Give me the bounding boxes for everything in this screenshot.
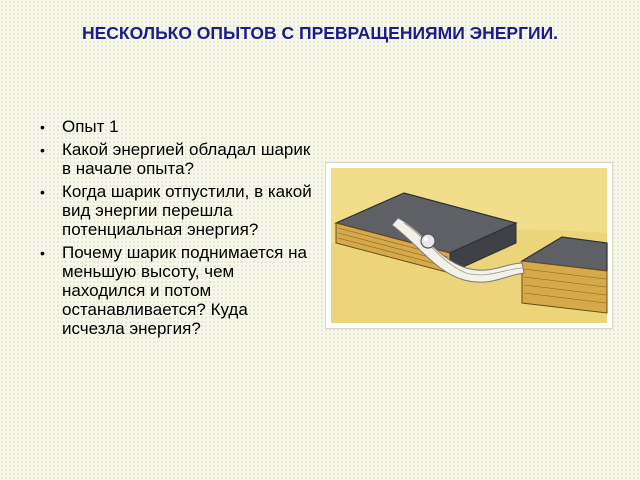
bullet-item — [40, 243, 312, 338]
bullet-text: Какой энергией обладал шарик в начале опыта? — [62, 140, 311, 178]
bullet-text: Почему шарик поднимается на меньшую высоту, чем находился и потом останавливается? Куда исчезла энергия? — [62, 243, 307, 338]
experiment-illustration — [325, 162, 613, 329]
bullet-marker: • — [40, 184, 45, 200]
ball-highlight — [424, 237, 428, 241]
slide-title: НЕСКОЛЬКО ОПЫТОВ С ПРЕВРАЩЕНИЯМИ ЭНЕРГИИ. — [81, 23, 559, 43]
bullet-item — [40, 182, 312, 239]
ball — [421, 234, 435, 248]
bullet-text: Опыт 1 — [62, 117, 119, 136]
bullet-marker: • — [40, 245, 45, 261]
bullet-item — [40, 140, 312, 178]
bullet-item — [40, 117, 312, 136]
bullet-text: Когда шарик отпустили, в какой вид энергии перешла потенциальная энергия? — [62, 182, 312, 239]
bullet-marker: • — [40, 119, 45, 135]
bullet-marker: • — [40, 142, 45, 158]
bullet-list — [40, 117, 312, 342]
books-illustration — [326, 163, 612, 328]
